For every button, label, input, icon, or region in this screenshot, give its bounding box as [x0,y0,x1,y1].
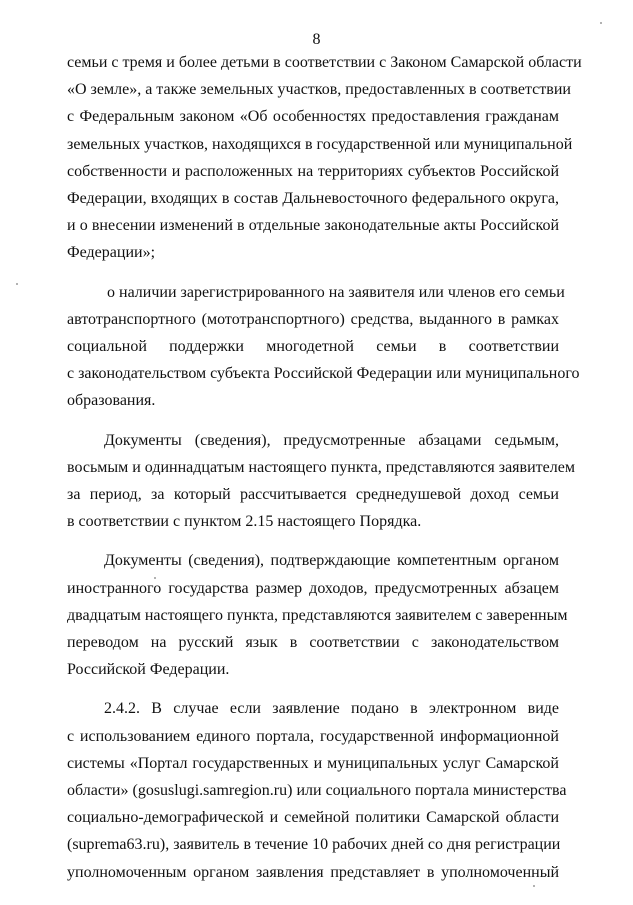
scan-speck [533,885,535,887]
text-line: за период, за который рассчитывается среднедушевой доход семьи [67,486,559,504]
text-line: уполномоченным органом заявления представляет в уполномоченный [67,863,559,881]
text-line: Документы (сведения), подтверждающие компетентным органом [104,552,559,570]
paragraph [67,279,580,415]
paragraph [67,695,567,885]
text-line: двадцатым настоящего пункта, представляются заявителем с заверенным [67,606,568,624]
scan-speck [154,577,156,579]
text-line: области» (gosuslugi.samregion.ru) или социального портала министерства [67,782,567,800]
text-line: переводом на русский язык в соответствии с законодательством [67,634,559,652]
paragraph [67,49,582,267]
text-line: и о внесении изменений в отдельные законодательные акты Российской [67,217,559,235]
scan-speck [16,283,18,285]
text-line: земельных участков, находящихся в государственной или муниципальной [67,135,573,153]
text-line: Федерации, входящих в состав Дальневосточного федерального округа, [67,190,559,208]
text-line: социально-демографической и семейной политики Самарской области [67,809,559,827]
document-body [67,49,582,886]
text-line: с законодательством субъекта Российской Федерации или муниципального [67,365,580,383]
text-line: «О земле», а также земельных участков, предоставленных в соответствии [67,81,571,99]
text-line: восьмым и одиннадцатым настоящего пункта, представляются заявителем [67,458,575,476]
text-line: иностранного государства размер доходов, предусмотренных абзацем [67,579,559,597]
text-line: с Федеральным законом «Об особенностях предоставления гражданам [67,108,559,126]
text-line: системы «Портал государственных и муниципальных услуг Самарской [67,754,559,772]
text-line: социальной поддержки многодетной семьи в соответствии [67,338,559,356]
text-line: о наличии зарегистрированного на заявителя или членов его семьи [107,283,565,301]
text-line: автотранспортного (мототранспортного) средства, выданного в рамках [67,310,559,328]
paragraph [67,547,568,683]
text-line: семьи с тремя и более детьми в соответствии с Законом Самарской области [67,54,582,71]
text-line: 2.4.2. В случае если заявление подано в электронном виде [104,700,559,718]
paragraph [67,427,575,536]
text-line: образования. [67,392,156,410]
scan-speck [600,22,602,24]
text-line: (suprema63.ru), заявитель в течение 10 рабочих дней со дня регистрации [67,836,561,854]
text-line: собственности и расположенных на территориях субъектов Российской [67,162,559,180]
text-line: с использованием единого портала, государственной информационной [67,727,559,745]
text-line: Документы (сведения), предусмотренные абзацами седьмым, [104,431,559,449]
text-line: в соответствии с пунктом 2.15 настоящего Порядка. [67,513,422,531]
page-number: 8 [312,31,321,48]
text-line: Федерации»; [67,244,156,262]
text-line: Российской Федерации. [67,661,230,679]
